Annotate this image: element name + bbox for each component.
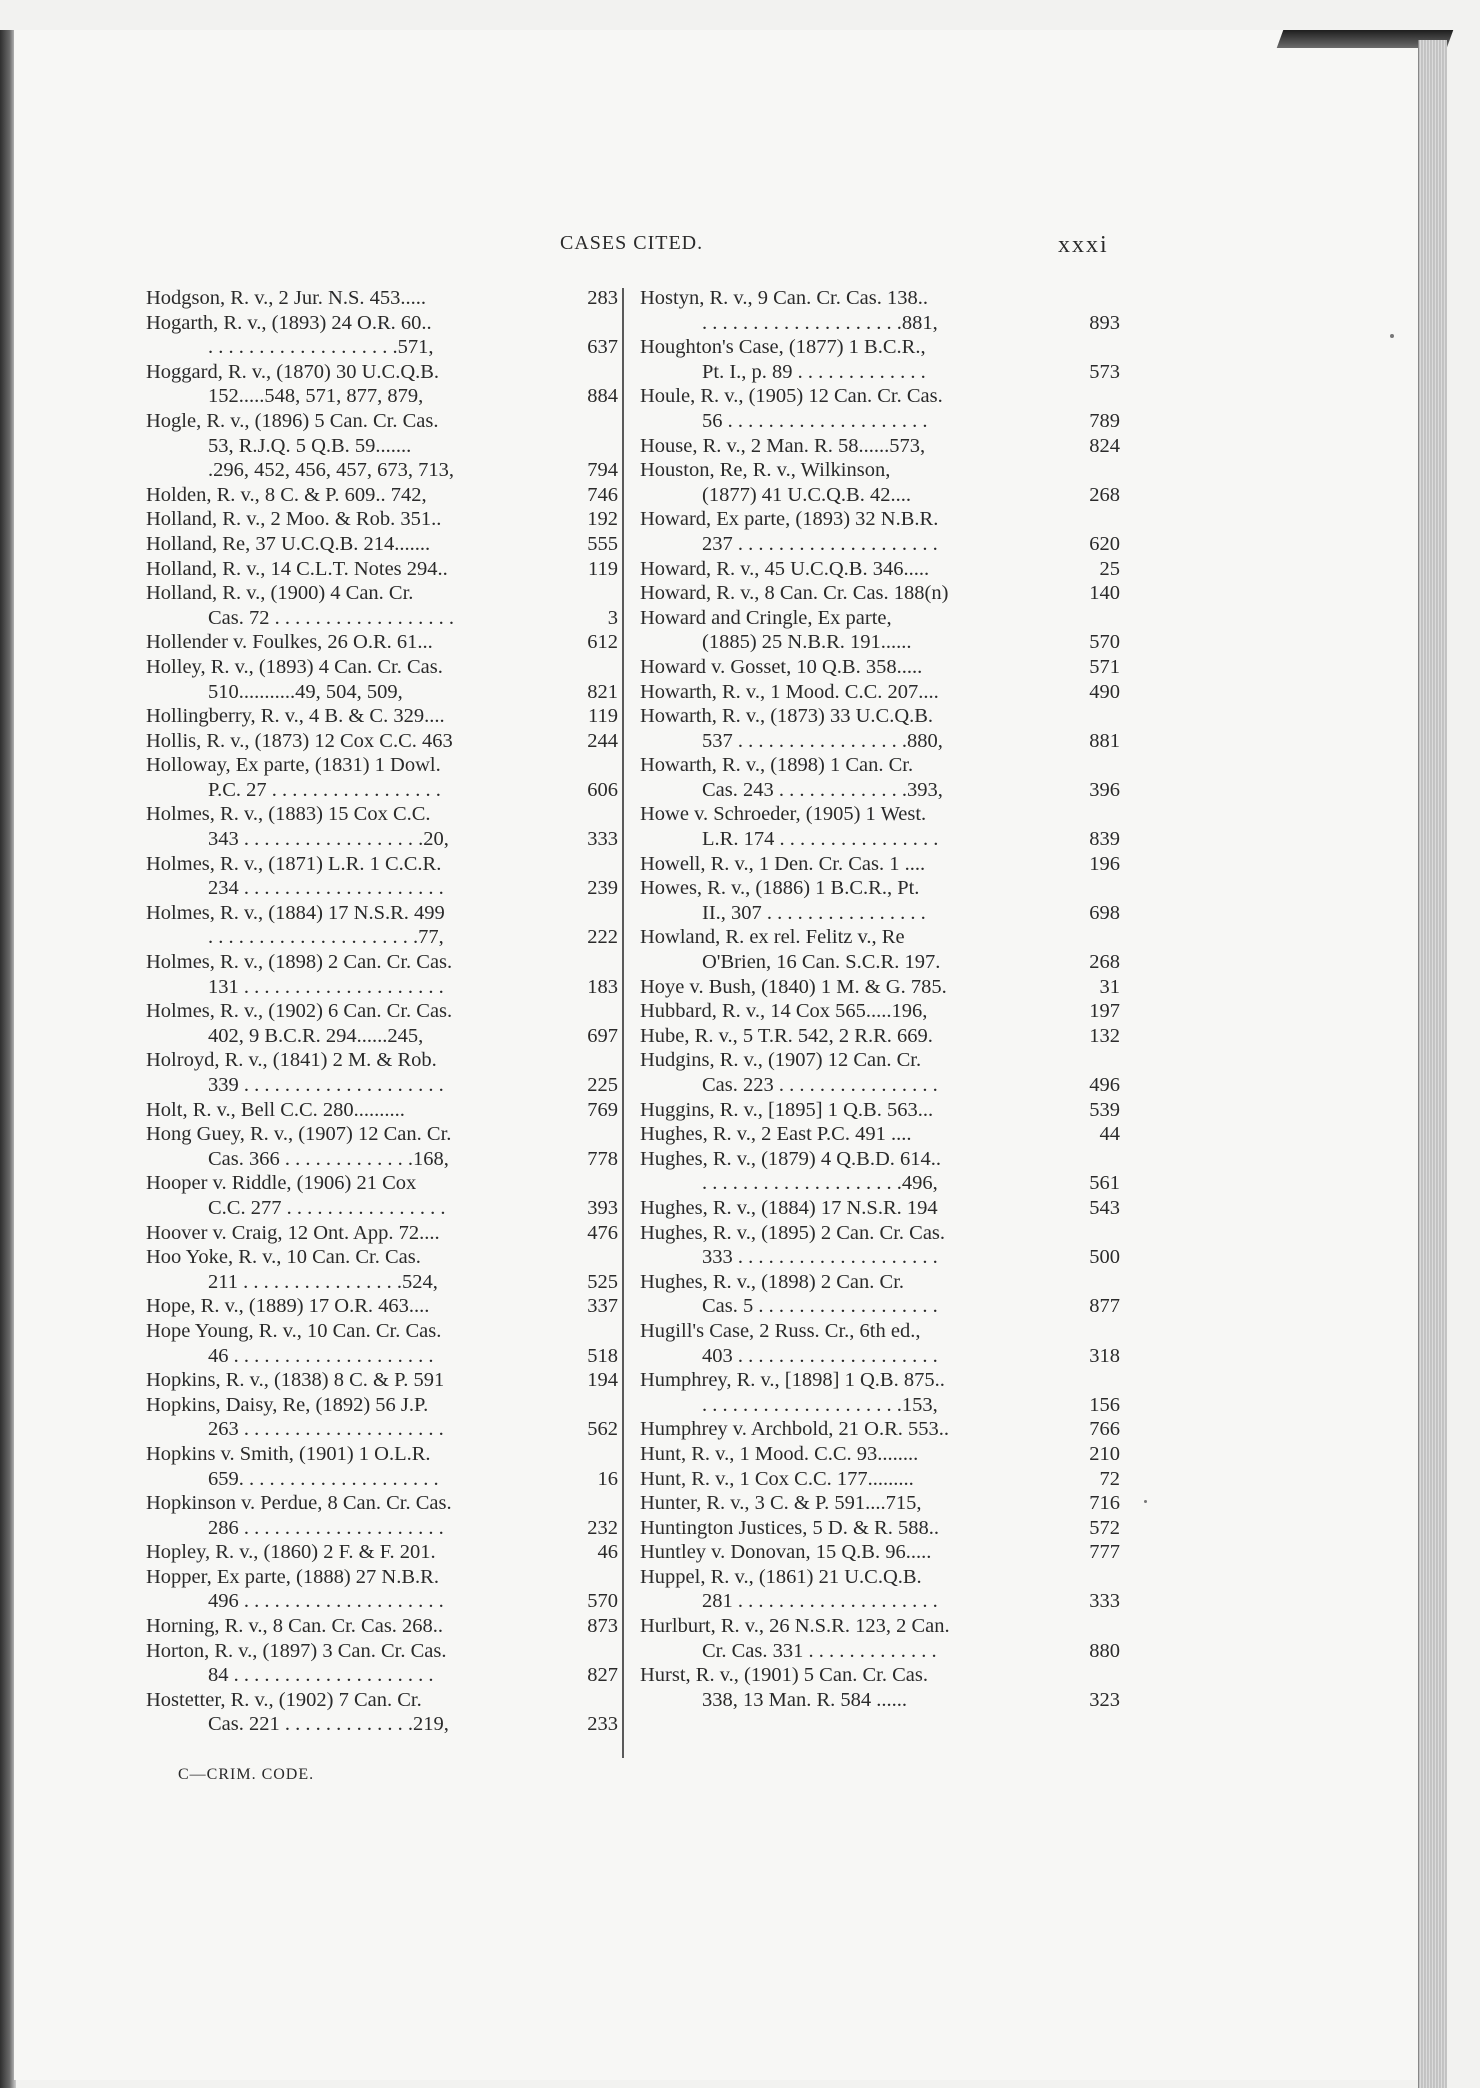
index-entry bbox=[146, 999, 618, 1048]
entry-text-line: 46 . . . . . . . . . . . . . . . . . . . . bbox=[208, 1344, 434, 1367]
entry-text-line: Holroyd, R. v., (1841) 2 M. & Rob. bbox=[146, 1049, 437, 1072]
page-reference: 210 bbox=[1089, 1442, 1120, 1465]
entry-text-line: Howard, Ex parte, (1893) 32 N.B.R. bbox=[640, 508, 939, 531]
entry-text-line: 403 . . . . . . . . . . . . . . . . . . . . bbox=[702, 1344, 938, 1367]
page-reference: 884 bbox=[587, 385, 618, 408]
index-entry bbox=[146, 557, 618, 582]
page-reference: 333 bbox=[1089, 1590, 1120, 1613]
index-entry bbox=[146, 1122, 618, 1171]
page-reference: 239 bbox=[587, 877, 618, 900]
entry-text-line: Holland, Re, 37 U.C.Q.B. 214....... bbox=[146, 532, 431, 555]
page-reference: 612 bbox=[587, 631, 618, 654]
entry-text-line: Holmes, R. v., (1883) 15 Cox C.C. bbox=[146, 803, 431, 826]
entry-text-line: Holland, R. v., (1900) 4 Can. Cr. bbox=[146, 582, 414, 605]
entry-text-line: Hopkins, R. v., (1838) 8 C. & P. 591 bbox=[146, 1369, 445, 1392]
entry-text-line: Cas. 223 . . . . . . . . . . . . . . . . bbox=[702, 1074, 938, 1096]
entry-text-line: P.C. 27 . . . . . . . . . . . . . . . . . bbox=[208, 778, 441, 801]
index-entry bbox=[146, 1540, 618, 1565]
entry-text-line: Holmes, R. v., (1871) L.R. 1 C.C.R. bbox=[146, 852, 442, 875]
entry-text-line: Holmes, R. v., (1898) 2 Can. Cr. Cas. bbox=[146, 951, 453, 974]
entry-text-line: 237 . . . . . . . . . . . . . . . . . . . . bbox=[702, 532, 938, 555]
page-reference: 573 bbox=[1089, 360, 1120, 383]
index-entry bbox=[640, 581, 1120, 606]
index-entry bbox=[146, 360, 618, 409]
page-reference: 46 bbox=[597, 1541, 618, 1564]
page-reference: 769 bbox=[587, 1098, 618, 1121]
index-entry bbox=[640, 1024, 1120, 1049]
page-reference: 244 bbox=[587, 729, 618, 752]
page-reference: 777 bbox=[1089, 1541, 1120, 1564]
index-entry bbox=[146, 1393, 618, 1442]
index-entry bbox=[640, 1221, 1120, 1270]
page-reference: 183 bbox=[587, 975, 618, 998]
right-column bbox=[640, 286, 1120, 1712]
index-entry bbox=[146, 704, 618, 729]
page-reference: 396 bbox=[1089, 778, 1120, 801]
index-entry bbox=[146, 1491, 618, 1540]
page-reference: 119 bbox=[588, 705, 618, 728]
entry-text-line: Houston, Re, R. v., Wilkinson, bbox=[640, 459, 891, 482]
page-reference: 525 bbox=[587, 1270, 618, 1293]
index-entry bbox=[640, 802, 1120, 851]
entry-text-line: Howarth, R. v., (1873) 33 U.C.Q.B. bbox=[640, 705, 934, 728]
entry-text-line: 286 . . . . . . . . . . . . . . . . . . . . bbox=[208, 1516, 444, 1539]
entry-text-line: 53, R.J.Q. 5 Q.B. 59....... bbox=[208, 434, 412, 457]
entry-text-line: Hughes, R. v., (1898) 2 Can. Cr. bbox=[640, 1270, 905, 1293]
entry-text-line: Huppel, R. v., (1861) 21 U.C.Q.B. bbox=[640, 1565, 922, 1588]
entry-text-line: Hudgins, R. v., (1907) 12 Can. Cr. bbox=[640, 1049, 922, 1072]
index-entry bbox=[640, 606, 1120, 655]
page-reference: 196 bbox=[1089, 852, 1120, 875]
index-entry bbox=[146, 852, 618, 901]
entry-text-line: Hunter, R. v., 3 C. & P. 591....715, bbox=[640, 1492, 922, 1515]
signature-mark: C—CRIM. CODE. bbox=[178, 1766, 315, 1783]
page-reference: 637 bbox=[587, 336, 618, 359]
page-reference: 44 bbox=[1099, 1123, 1120, 1146]
entry-text-line: Hostetter, R. v., (1902) 7 Can. Cr. bbox=[146, 1688, 422, 1711]
entry-text-line: Pt. I., p. 89 . . . . . . . . . . . . . bbox=[702, 360, 926, 383]
index-entry bbox=[146, 311, 618, 360]
page-reference: 555 bbox=[587, 532, 618, 555]
index-entry bbox=[640, 1467, 1120, 1492]
entry-text-line: Hughes, R. v., (1895) 2 Can. Cr. Cas. bbox=[640, 1221, 946, 1244]
entry-text-line: Holloway, Ex parte, (1831) 1 Dowl. bbox=[146, 754, 441, 777]
page-number: xxxi bbox=[1058, 232, 1109, 258]
entry-text-line: 56 . . . . . . . . . . . . . . . . . . . . bbox=[702, 409, 928, 432]
index-entry bbox=[146, 630, 618, 655]
entry-text-line: Howard, R. v., 8 Can. Cr. Cas. 188(n) bbox=[640, 582, 949, 605]
index-entry bbox=[146, 1171, 618, 1220]
page-reference: 192 bbox=[587, 508, 618, 531]
entry-text-line: Hollis, R. v., (1873) 12 Cox C.C. 463 bbox=[146, 729, 453, 752]
entry-text-line: 402, 9 B.C.R. 294......245, bbox=[208, 1024, 424, 1047]
index-entry bbox=[146, 901, 618, 950]
index-entry bbox=[146, 1245, 618, 1294]
page-reference: 119 bbox=[588, 557, 618, 580]
entry-text-line: Hopper, Ex parte, (1888) 27 N.B.R. bbox=[146, 1565, 439, 1588]
index-entry bbox=[146, 483, 618, 508]
page-reference: 31 bbox=[1099, 975, 1120, 998]
entry-text-line: Howarth, R. v., 1 Mood. C.C. 207.... bbox=[640, 680, 939, 703]
entry-text-line: Howard and Cringle, Ex parte, bbox=[640, 606, 892, 629]
page-reference: 3 bbox=[607, 606, 618, 629]
index-entry bbox=[146, 1368, 618, 1393]
column-rule bbox=[622, 288, 624, 1758]
index-entry bbox=[146, 1294, 618, 1319]
entry-text-line: 496 . . . . . . . . . . . . . . . . . . . . bbox=[208, 1590, 444, 1613]
entry-text-line: Holley, R. v., (1893) 4 Can. Cr. Cas. bbox=[146, 655, 443, 678]
index-entry bbox=[640, 1540, 1120, 1565]
entry-text-line: (1885) 25 N.B.R. 191...... bbox=[702, 631, 912, 654]
entry-text-line: House, R. v., 2 Man. R. 58......573, bbox=[640, 434, 926, 457]
entry-text-line: O'Brien, 16 Can. S.C.R. 197. bbox=[702, 951, 941, 974]
page-reference: 140 bbox=[1089, 582, 1120, 605]
entry-text-line: Hostyn, R. v., 9 Can. Cr. Cas. 138.. bbox=[640, 287, 928, 309]
entry-text-line: 281 . . . . . . . . . . . . . . . . . . . . bbox=[702, 1590, 938, 1613]
entry-text-line: Hollingberry, R. v., 4 B. & C. 329.... bbox=[146, 705, 445, 728]
page-reference: 606 bbox=[587, 778, 618, 801]
entry-text-line: Hugill's Case, 2 Russ. Cr., 6th ed., bbox=[640, 1319, 921, 1342]
index-entry bbox=[640, 557, 1120, 582]
index-entry bbox=[146, 1098, 618, 1123]
page-reference: 824 bbox=[1089, 434, 1120, 457]
entry-text-line: Hodgson, R. v., 2 Jur. N.S. 453..... bbox=[146, 287, 427, 309]
entry-text-line: Hope Young, R. v., 10 Can. Cr. Cas. bbox=[146, 1319, 442, 1342]
entry-text-line: Hubbard, R. v., 14 Cox 565.....196, bbox=[640, 1000, 928, 1023]
entry-text-line: Hopley, R. v., (1860) 2 F. & F. 201. bbox=[146, 1541, 436, 1564]
entry-text-line: Horton, R. v., (1897) 3 Can. Cr. Cas. bbox=[146, 1639, 447, 1662]
page-reference: 268 bbox=[1089, 483, 1120, 506]
entry-text-line: Huntington Justices, 5 D. & R. 588.. bbox=[640, 1516, 939, 1539]
entry-text-line: Huntley v. Donovan, 15 Q.B. 96..... bbox=[640, 1541, 932, 1564]
page-reference: 880 bbox=[1089, 1639, 1120, 1662]
entry-text-line: Howarth, R. v., (1898) 1 Can. Cr. bbox=[640, 754, 914, 777]
entry-text-line: Howland, R. ex rel. Felitz v., Re bbox=[640, 926, 905, 949]
page-reference: 778 bbox=[587, 1147, 618, 1170]
index-entry bbox=[640, 286, 1120, 335]
entry-text-line: Hughes, R. v., (1879) 4 Q.B.D. 614.. bbox=[640, 1147, 942, 1170]
index-entry bbox=[146, 1639, 618, 1688]
entry-text-line: Hogle, R. v., (1896) 5 Can. Cr. Cas. bbox=[146, 409, 439, 432]
page-reference: 518 bbox=[587, 1344, 618, 1367]
entry-text-line: Huggins, R. v., [1895] 1 Q.B. 563... bbox=[640, 1098, 934, 1121]
page-reference: 268 bbox=[1089, 951, 1120, 974]
entry-text-line: Hopkins, Daisy, Re, (1892) 56 J.P. bbox=[146, 1393, 429, 1416]
index-entry bbox=[640, 999, 1120, 1024]
entry-text-line: Hong Guey, R. v., (1907) 12 Can. Cr. bbox=[146, 1123, 452, 1146]
entry-text-line: 234 . . . . . . . . . . . . . . . . . . . . bbox=[208, 877, 444, 900]
entry-text-line: Cas. 366 . . . . . . . . . . . . .168, bbox=[208, 1147, 449, 1170]
page-edges bbox=[1418, 40, 1447, 2088]
index-entry bbox=[640, 1270, 1120, 1319]
entry-text-line: Hope, R. v., (1889) 17 O.R. 463.... bbox=[146, 1295, 430, 1318]
page-reference: 25 bbox=[1099, 557, 1120, 580]
index-entry bbox=[146, 1319, 618, 1368]
index-entry bbox=[146, 409, 618, 483]
entry-text-line: Hunt, R. v., 1 Cox C.C. 177......... bbox=[640, 1467, 914, 1490]
page-reference: 697 bbox=[587, 1024, 618, 1047]
index-entry bbox=[146, 802, 618, 851]
page-reference: 72 bbox=[1099, 1467, 1120, 1490]
entry-text-line: . . . . . . . . . . . . . . . . . . . .881, bbox=[702, 311, 938, 334]
entry-text-line: 211 . . . . . . . . . . . . . . . .524, bbox=[208, 1270, 438, 1293]
entry-text-line: 333 . . . . . . . . . . . . . . . . . . . . bbox=[702, 1246, 938, 1269]
index-entry bbox=[640, 1417, 1120, 1442]
left-column bbox=[146, 286, 618, 1737]
entry-text-line: Hoover v. Craig, 12 Ont. App. 72.... bbox=[146, 1221, 440, 1244]
page-reference: 490 bbox=[1089, 680, 1120, 703]
index-entry bbox=[640, 335, 1120, 384]
entry-text-line: II., 307 . . . . . . . . . . . . . . . . bbox=[702, 901, 926, 924]
page-reference: 698 bbox=[1089, 901, 1120, 924]
entry-text-line: Hollender v. Foulkes, 26 O.R. 61... bbox=[146, 631, 433, 654]
page-reference: 156 bbox=[1089, 1393, 1120, 1416]
page-reference: 222 bbox=[587, 926, 618, 949]
entry-text-line: 84 . . . . . . . . . . . . . . . . . . . . bbox=[208, 1664, 434, 1687]
entry-text-line: Holmes, R. v., (1902) 6 Can. Cr. Cas. bbox=[146, 1000, 453, 1023]
entry-text-line: Cas. 221 . . . . . . . . . . . . .219, bbox=[208, 1713, 449, 1736]
entry-text-line: Humphrey v. Archbold, 21 O.R. 553.. bbox=[640, 1418, 949, 1441]
page-reference: 877 bbox=[1089, 1295, 1120, 1318]
index-entry bbox=[640, 1663, 1120, 1712]
page-reference: 496 bbox=[1089, 1074, 1120, 1096]
index-entry bbox=[146, 950, 618, 999]
entry-text-line: Hoggard, R. v., (1870) 30 U.C.Q.B. bbox=[146, 360, 440, 383]
index-entry bbox=[146, 1442, 618, 1491]
page-reference: 500 bbox=[1089, 1246, 1120, 1269]
index-entry bbox=[146, 1221, 618, 1246]
entry-text-line: 131 . . . . . . . . . . . . . . . . . . . . bbox=[208, 975, 444, 998]
entry-text-line: Cas. 5 . . . . . . . . . . . . . . . . . . bbox=[702, 1295, 938, 1318]
index-entry bbox=[146, 753, 618, 802]
entry-text-line: L.R. 174 . . . . . . . . . . . . . . . . bbox=[702, 828, 939, 851]
page-reference: 16 bbox=[597, 1467, 618, 1490]
entry-text-line: . . . . . . . . . . . . . . . . . . . .153, bbox=[702, 1393, 938, 1416]
page-reference: 716 bbox=[1089, 1492, 1120, 1515]
page-reference: 873 bbox=[587, 1615, 618, 1638]
entry-text-line: Hooper v. Riddle, (1906) 21 Cox bbox=[146, 1172, 417, 1195]
index-entry bbox=[640, 704, 1120, 753]
index-entry bbox=[146, 581, 618, 630]
entry-text-line: Hurst, R. v., (1901) 5 Can. Cr. Cas. bbox=[640, 1664, 928, 1687]
page-reference: 746 bbox=[587, 483, 618, 506]
index-entry bbox=[640, 1147, 1120, 1196]
page-reference: 827 bbox=[587, 1664, 618, 1687]
page-reference: 766 bbox=[1089, 1418, 1120, 1441]
page-reference: 562 bbox=[587, 1418, 618, 1441]
entry-text-line: C.C. 277 . . . . . . . . . . . . . . . . bbox=[208, 1196, 446, 1219]
index-entry bbox=[640, 1048, 1120, 1097]
index-entry bbox=[640, 434, 1120, 459]
entry-text-line: 343 . . . . . . . . . . . . . . . . . .20, bbox=[208, 828, 449, 851]
entry-text-line: Howe v. Schroeder, (1905) 1 West. bbox=[640, 803, 927, 826]
index-entry bbox=[146, 286, 618, 311]
entry-text-line: Holt, R. v., Bell C.C. 280.......... bbox=[146, 1098, 405, 1121]
entry-text-line: 263 . . . . . . . . . . . . . . . . . . . . bbox=[208, 1418, 444, 1441]
entry-text-line: 510...........49, 504, 509, bbox=[208, 680, 403, 703]
entry-text-line: Holden, R. v., 8 C. & P. 609.. 742, bbox=[146, 483, 427, 506]
page-reference: 476 bbox=[587, 1221, 618, 1244]
entry-text-line: Howes, R. v., (1886) 1 B.C.R., Pt. bbox=[640, 877, 920, 900]
page-reference: 794 bbox=[587, 459, 618, 482]
entry-text-line: Horning, R. v., 8 Can. Cr. Cas. 268.. bbox=[146, 1615, 444, 1638]
index-entry bbox=[640, 507, 1120, 556]
page-reference: 893 bbox=[1089, 311, 1120, 334]
page-reference: 132 bbox=[1089, 1024, 1120, 1047]
entry-text-line: 338, 13 Man. R. 584 ...... bbox=[702, 1688, 907, 1711]
page-reference: 570 bbox=[1089, 631, 1120, 654]
entry-text-line: Hube, R. v., 5 T.R. 542, 2 R.R. 669. bbox=[640, 1024, 933, 1047]
paper-speck bbox=[1144, 1500, 1147, 1503]
entry-text-line: .296, 452, 456, 457, 673, 713, bbox=[208, 459, 454, 482]
entry-text-line: Hughes, R. v., 2 East P.C. 491 .... bbox=[640, 1123, 912, 1146]
page-reference: 233 bbox=[587, 1713, 618, 1736]
entry-text-line: Hughes, R. v., (1884) 17 N.S.R. 194 bbox=[640, 1196, 938, 1219]
entry-text-line: Hoye v. Bush, (1840) 1 M. & G. 785. bbox=[640, 975, 947, 998]
page-reference: 570 bbox=[587, 1590, 618, 1613]
page-reference: 225 bbox=[587, 1074, 618, 1096]
page-reference: 571 bbox=[1089, 655, 1120, 678]
index-entry bbox=[640, 1516, 1120, 1541]
index-entry bbox=[640, 925, 1120, 974]
index-entry bbox=[640, 753, 1120, 802]
entry-text-line: . . . . . . . . . . . . . . . . . . . . .77, bbox=[208, 926, 444, 949]
index-entry bbox=[146, 1614, 618, 1639]
index-entry bbox=[146, 532, 618, 557]
index-entry bbox=[146, 729, 618, 754]
index-entry bbox=[640, 1565, 1120, 1614]
entry-text-line: 339 . . . . . . . . . . . . . . . . . . . . bbox=[208, 1074, 444, 1096]
index-entry bbox=[146, 1048, 618, 1097]
running-head: CASES CITED. bbox=[560, 232, 704, 254]
index-entry bbox=[640, 655, 1120, 680]
index-entry bbox=[640, 1614, 1120, 1663]
page-reference: 393 bbox=[587, 1196, 618, 1219]
entry-text-line: Hopkins v. Smith, (1901) 1 O.L.R. bbox=[146, 1442, 431, 1465]
page-reference: 333 bbox=[587, 828, 618, 851]
entry-text-line: Howell, R. v., 1 Den. Cr. Cas. 1 .... bbox=[640, 852, 926, 875]
index-entry bbox=[640, 384, 1120, 433]
entry-text-line: Houghton's Case, (1877) 1 B.C.R., bbox=[640, 336, 926, 359]
index-entry bbox=[146, 1565, 618, 1614]
index-entry bbox=[640, 1098, 1120, 1123]
entry-text-line: . . . . . . . . . . . . . . . . . . . .496, bbox=[702, 1172, 938, 1195]
page-reference: 283 bbox=[587, 287, 618, 309]
page-reference: 543 bbox=[1089, 1196, 1120, 1219]
page-reference: 572 bbox=[1089, 1516, 1120, 1539]
index-entry bbox=[640, 1196, 1120, 1221]
entry-text-line: Holland, R. v., 14 C.L.T. Notes 294.. bbox=[146, 557, 448, 580]
page-reference: 821 bbox=[587, 680, 618, 703]
entry-text-line: Hunt, R. v., 1 Mood. C.C. 93........ bbox=[640, 1442, 919, 1465]
index-entry bbox=[640, 876, 1120, 925]
page-reference: 539 bbox=[1089, 1098, 1120, 1121]
index-entry bbox=[640, 1491, 1120, 1516]
page-reference: 318 bbox=[1089, 1344, 1120, 1367]
entry-text-line: Hurlburt, R. v., 26 N.S.R. 123, 2 Can. bbox=[640, 1615, 950, 1638]
index-entry bbox=[640, 852, 1120, 877]
index-entry bbox=[640, 975, 1120, 1000]
index-entry bbox=[640, 1122, 1120, 1147]
page-reference: 881 bbox=[1089, 729, 1120, 752]
page-reference: 620 bbox=[1089, 532, 1120, 555]
index-entry bbox=[146, 655, 618, 704]
page-reference: 194 bbox=[587, 1369, 618, 1392]
page-reference: 197 bbox=[1089, 1000, 1120, 1023]
entry-text-line: Holland, R. v., 2 Moo. & Rob. 351.. bbox=[146, 508, 442, 531]
entry-text-line: Houle, R. v., (1905) 12 Can. Cr. Cas. bbox=[640, 385, 943, 408]
index-entry bbox=[146, 1688, 618, 1737]
entry-text-line: 537 . . . . . . . . . . . . . . . . .880, bbox=[702, 729, 943, 752]
paper-speck bbox=[1390, 334, 1394, 338]
entry-text-line: Hogarth, R. v., (1893) 24 O.R. 60.. bbox=[146, 311, 432, 334]
entry-text-line: Howard v. Gosset, 10 Q.B. 358..... bbox=[640, 655, 923, 678]
entry-text-line: Hoo Yoke, R. v., 10 Can. Cr. Cas. bbox=[146, 1246, 421, 1269]
index-entry bbox=[640, 1319, 1120, 1368]
entry-text-line: (1877) 41 U.C.Q.B. 42.... bbox=[702, 483, 911, 506]
page-header bbox=[0, 232, 1480, 262]
page-reference: 789 bbox=[1089, 409, 1120, 432]
entry-text-line: Humphrey, R. v., [1898] 1 Q.B. 875.. bbox=[640, 1369, 945, 1392]
entry-text-line: Cas. 72 . . . . . . . . . . . . . . . . . . bbox=[208, 606, 454, 629]
entry-text-line: Cas. 243 . . . . . . . . . . . . .393, bbox=[702, 778, 943, 801]
page-reference: 323 bbox=[1089, 1688, 1120, 1711]
entry-text-line: 152.....548, 571, 877, 879, bbox=[208, 385, 424, 408]
index-entry bbox=[640, 680, 1120, 705]
entry-text-line: Cr. Cas. 331 . . . . . . . . . . . . . bbox=[702, 1639, 937, 1662]
entry-text-line: Hopkinson v. Perdue, 8 Can. Cr. Cas. bbox=[146, 1492, 452, 1515]
index-entry bbox=[640, 458, 1120, 507]
entry-text-line: Holmes, R. v., (1884) 17 N.S.R. 499 bbox=[146, 901, 445, 924]
entry-text-line: . . . . . . . . . . . . . . . . . . .571, bbox=[208, 336, 434, 359]
index-entry bbox=[146, 507, 618, 532]
index-entry bbox=[640, 1442, 1120, 1467]
page-reference: 232 bbox=[587, 1516, 618, 1539]
page-reference: 561 bbox=[1089, 1172, 1120, 1195]
entry-text-line: 659. . . . . . . . . . . . . . . . . . . . bbox=[208, 1467, 439, 1490]
entry-text-line: Howard, R. v., 45 U.C.Q.B. 346..... bbox=[640, 557, 930, 580]
page-reference: 337 bbox=[587, 1295, 618, 1318]
page-reference: 839 bbox=[1089, 828, 1120, 851]
index-entry bbox=[640, 1368, 1120, 1417]
